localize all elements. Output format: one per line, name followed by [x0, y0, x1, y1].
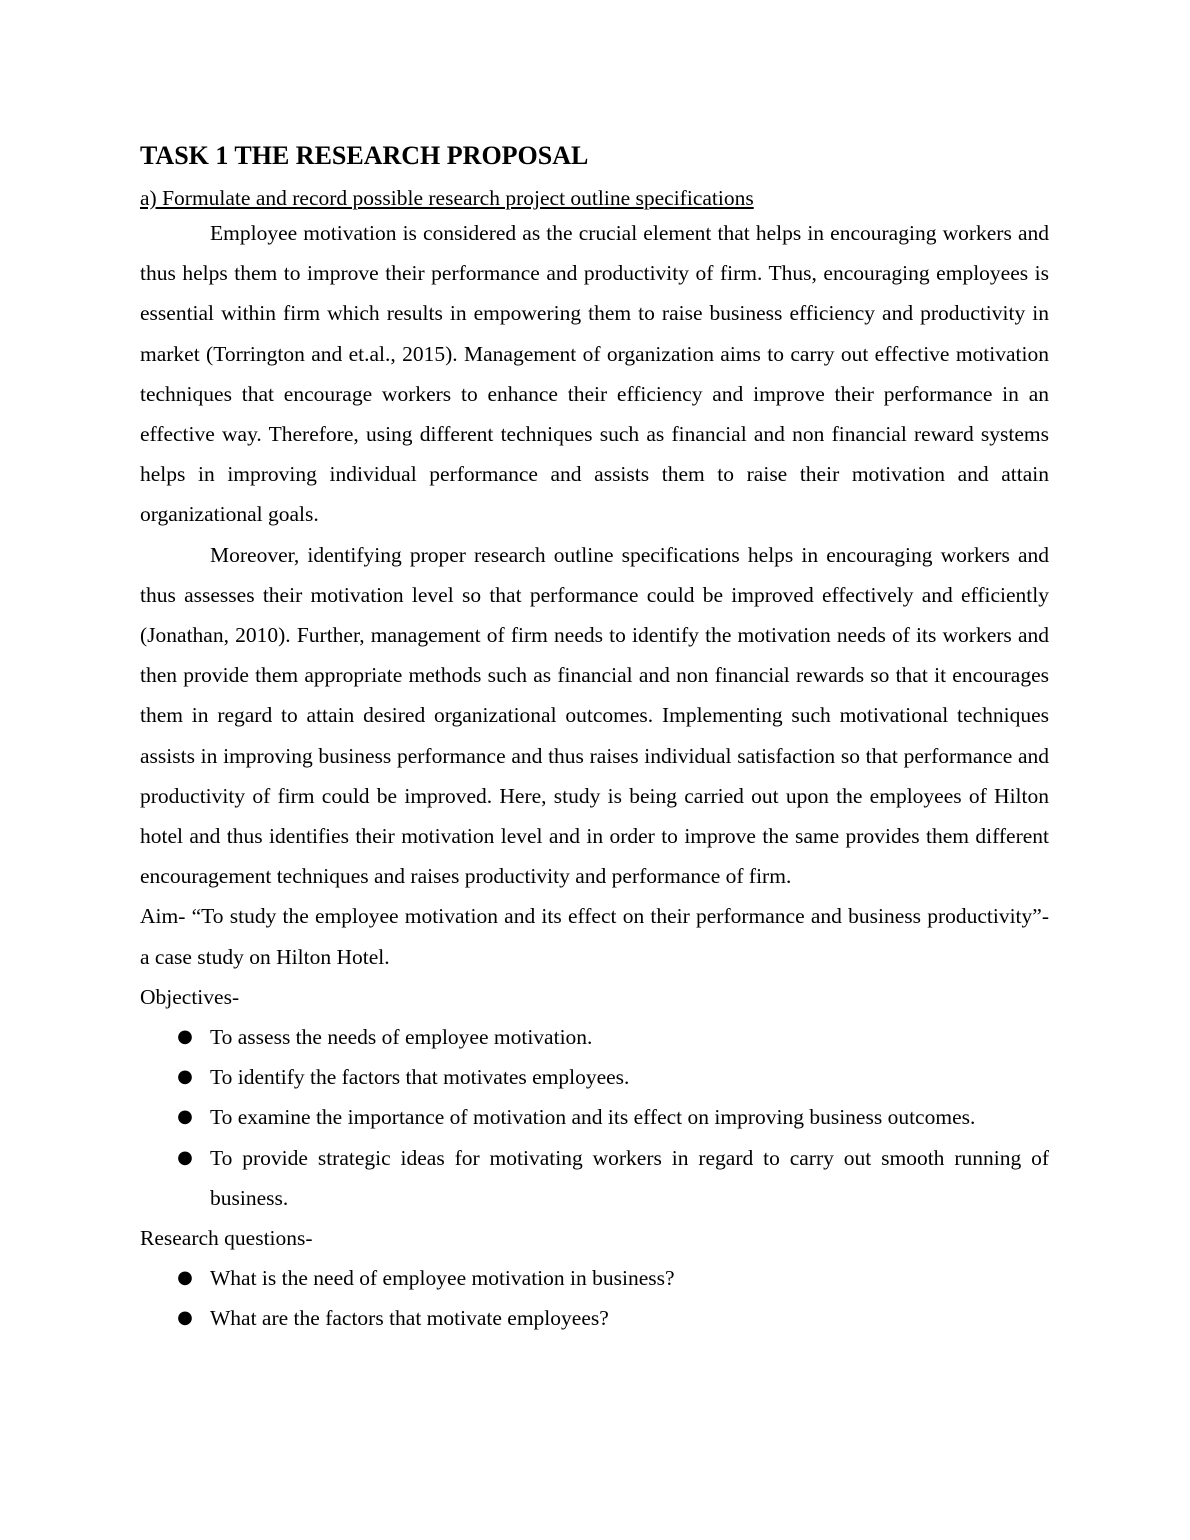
list-item [140, 1298, 1049, 1338]
body-paragraph: Employee motivation is considered as the crucial element that helps in encouraging workers and thus helps them to improve their performance and productivity of firm. Thus, encouraging employees is essential within firm which results in empowering them to raise business efficiency and productivity in market (Torrington and et.al., 2015). Management of organization aims to carry out effective motivation techniques that encourage workers to enhance their efficiency and improve their performance in an effective way. Therefore, using different techniques such as financial and non financial reward systems helps in improving individual performance and assists them to raise their motivation and attain organizational goals. [140, 221, 1049, 527]
objective-text: To assess the needs of employee motivation. [210, 1025, 593, 1050]
objectives-list [140, 1017, 1049, 1218]
list-item [140, 1097, 1049, 1137]
question-text: What are the factors that motivate employees? [210, 1306, 609, 1331]
list-item [140, 1138, 1049, 1218]
research-questions-list [140, 1258, 1049, 1338]
bullet-icon: ● [177, 1267, 193, 1289]
bullet-icon: ● [177, 1066, 193, 1088]
document-page [140, 138, 1049, 1339]
research-questions-label: Research questions- [140, 1226, 313, 1251]
objectives-label: Objectives- [140, 984, 240, 1009]
objective-text: To identify the factors that motivates employees. [210, 1065, 630, 1090]
list-item [140, 1258, 1049, 1298]
list-item [140, 1017, 1049, 1057]
objective-text: To provide strategic ideas for motivating workers in regard to carry out smooth running of business. [210, 1145, 1049, 1210]
page-title: TASK 1 THE RESEARCH PROPOSAL [140, 141, 589, 170]
bullet-icon: ● [177, 1307, 193, 1329]
question-text: What is the need of employee motivation in business? [210, 1266, 675, 1291]
objective-text: To examine the importance of motivation and its effect on improving business outcomes. [210, 1105, 976, 1130]
bullet-icon: ● [177, 1146, 193, 1168]
list-item [140, 1057, 1049, 1097]
bullet-icon: ● [177, 1106, 193, 1128]
body-paragraph: Moreover, identifying proper research outline specifications helps in encouraging workers and thus assesses their motivation level so that performance could be improved effectively and efficiently (Jonathan, 2010). Further, management of firm needs to identify the motivation needs of its workers and then provide them appropriate methods such as financial and non financial rewards so that it encourages them in regard to attain desired organizational outcomes. Implementing such motivational techniques assists in improving business performance and thus raises individual satisfaction so that performance and productivity of firm could be improved. Here, study is being carried out upon the employees of Hilton hotel and thus identifies their motivation level and in order to improve the same provides them different encouragement techniques and raises productivity and performance of firm. [140, 542, 1049, 889]
section-subheading: a) Formulate and record possible research project outline specifications [140, 186, 754, 210]
bullet-icon: ● [177, 1026, 193, 1048]
aim-statement: Aim- “To study the employee motivation and its effect on their performance and business productivity”- a case study on Hilton Hotel. [140, 904, 1049, 969]
